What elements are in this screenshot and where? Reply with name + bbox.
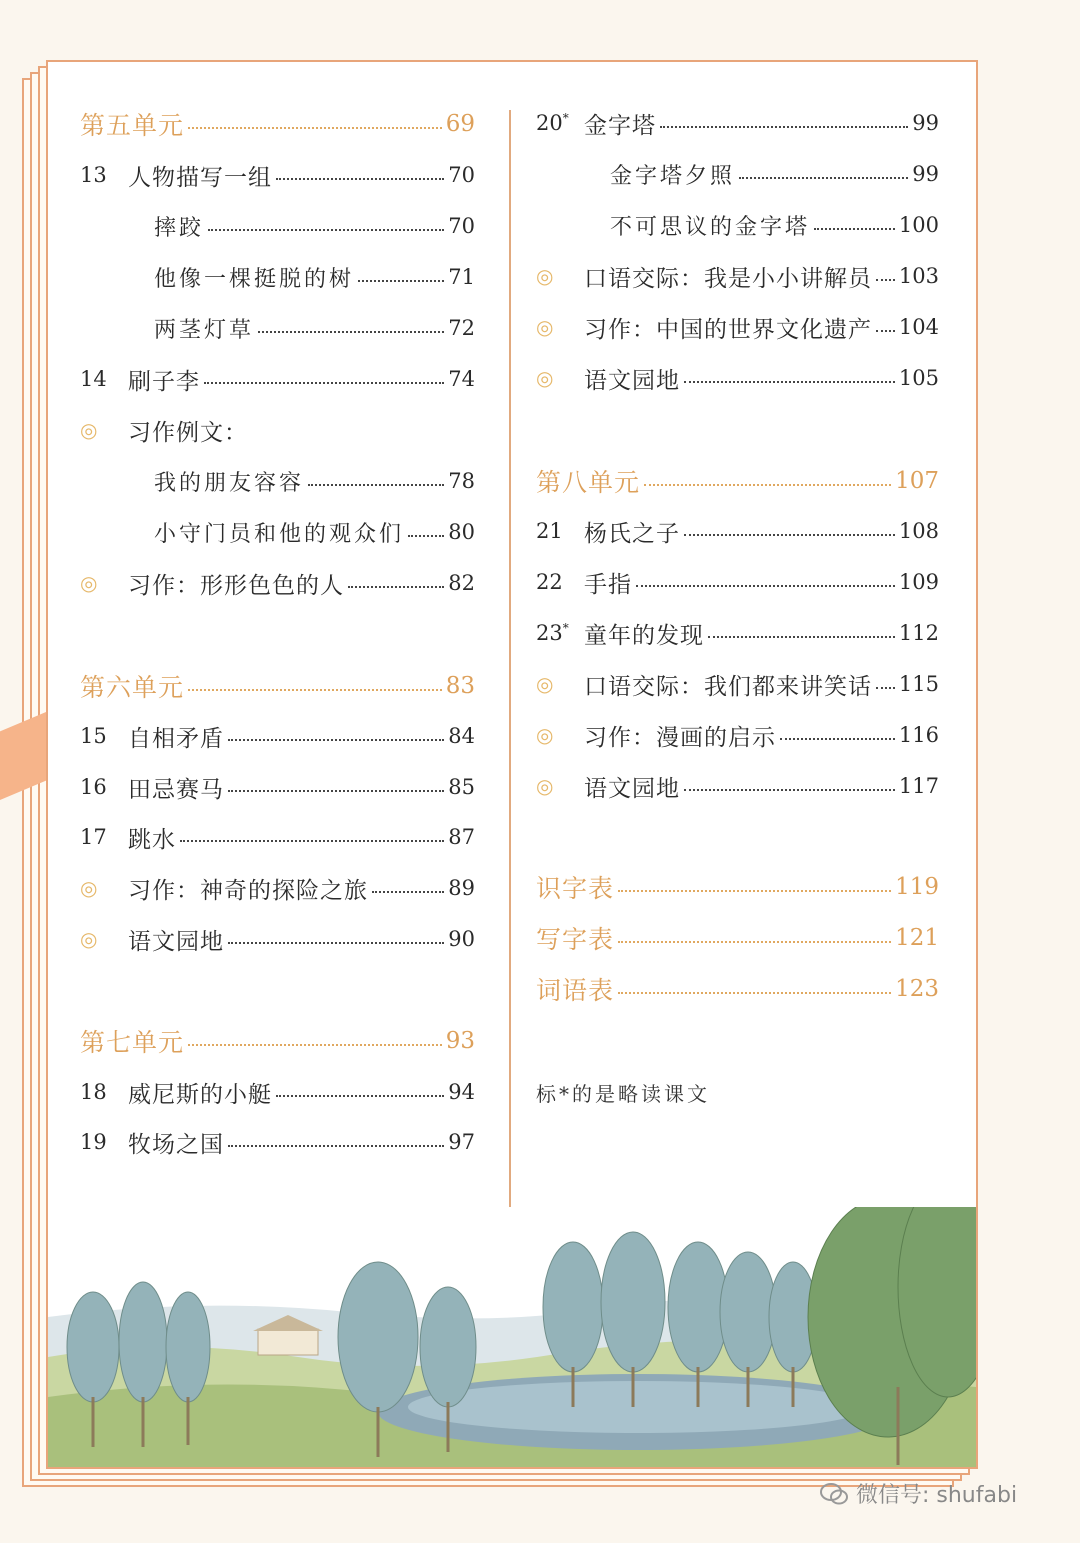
lesson-number [80,724,128,748]
dot-leader [188,127,442,129]
skim-reading-note: 标*的是略读课文 [536,1082,710,1106]
dot-leader [708,636,895,638]
lesson-number-text: 20 [536,111,563,135]
bullet-icon: ◎ [536,315,554,339]
dot-leader [228,942,444,944]
page-number: 104 [898,315,939,339]
entry-title: 两茎灯草 [154,317,255,343]
bullet-icon: ◎ [80,927,98,951]
entry-title: 口语交际：我是小小讲解员 [584,265,872,292]
dot-leader [684,789,895,791]
entry-title: 摔跤 [154,215,205,241]
dot-leader [408,535,444,537]
bullet-icon: ◎ [536,672,554,696]
lesson-number [80,367,128,391]
toc-entry[interactable] [80,668,475,704]
dot-leader [308,484,444,486]
page-number: 84 [448,724,475,748]
page-number: 90 [448,927,475,951]
toc-entry[interactable] [536,666,939,702]
toc-page [46,60,978,1469]
entry-title: 习作例文： [128,419,248,446]
dot-leader [684,534,895,536]
unit-title: 写字表 [536,925,615,954]
lesson-number [80,825,128,849]
toc-entry[interactable] [80,412,475,448]
entry-title: 语文园地 [128,928,224,955]
lesson-number [80,775,128,799]
lesson-number [536,519,584,543]
lesson-number-text: 17 [80,825,107,849]
lesson-number-text: 21 [536,519,563,543]
lesson-number [80,1130,128,1154]
bullet-icon: ◎ [80,571,98,595]
entry-title: 口语交际：我们都来讲笑话 [584,673,872,700]
toc-entry[interactable] [536,513,939,549]
entry-title: 习作：漫画的启示 [584,724,776,751]
unit-title: 第五单元 [80,111,185,140]
page-number: 115 [898,672,939,696]
toc-entry[interactable] [536,920,939,956]
toc-entry[interactable] [536,309,939,345]
dot-leader [660,126,908,128]
lesson-number [536,621,584,645]
toc-entry[interactable] [80,1023,475,1059]
page-number: 107 [895,468,939,494]
toc-entry[interactable] [536,615,939,651]
entry-title: 跳水 [128,826,176,853]
toc-entry[interactable] [80,769,475,805]
page-number: 108 [898,519,939,543]
toc-entry[interactable] [80,565,475,601]
wechat-icon [820,1483,848,1505]
entry-title: 习作：中国的世界文化遗产 [584,316,872,343]
unit-title: 第八单元 [536,468,641,497]
lesson-number [80,163,128,187]
dot-leader [228,790,444,792]
dot-leader [780,738,895,740]
toc-entry[interactable] [536,207,939,243]
page-number: 121 [895,925,939,951]
dot-leader [618,992,891,994]
toc-entry[interactable] [536,105,939,141]
page-number: 69 [445,111,475,137]
page-number: 93 [445,1028,475,1054]
toc-entry[interactable] [536,971,939,1007]
dot-leader [739,177,908,179]
dot-leader [814,228,895,230]
entry-title: 习作：形形色色的人 [128,572,344,599]
toc-entry[interactable] [536,768,939,804]
dot-leader [876,279,895,281]
dot-leader [644,484,891,486]
lesson-number [80,1080,128,1104]
entry-title: 牧场之国 [128,1131,224,1158]
page-number: 112 [898,621,939,645]
toc-entry[interactable] [80,718,475,754]
dot-leader [276,178,444,180]
dot-leader [228,739,444,741]
toc-entry[interactable] [536,360,939,396]
entry-title: 童年的发现 [584,622,704,649]
dot-leader [684,381,895,383]
page-number: 119 [895,874,939,900]
toc-entry[interactable] [80,921,475,957]
unit-title: 词语表 [536,976,615,1005]
page-number: 72 [448,316,475,340]
dot-leader [180,840,444,842]
unit-title: 识字表 [536,874,615,903]
bullet-icon: ◎ [80,418,98,442]
toc-entry[interactable] [536,463,939,499]
page-number: 70 [448,214,475,238]
toc-entry[interactable] [536,156,939,192]
entry-title: 自相矛盾 [128,725,224,752]
toc-entry[interactable] [80,1124,475,1160]
page-number: 74 [448,367,475,391]
lesson-number [536,111,584,135]
lesson-number [536,570,584,594]
wechat-watermark [820,1478,1017,1509]
entry-title: 不可思议的金字塔 [610,214,811,240]
page-number: 80 [448,520,475,544]
entry-title: 田忌赛马 [128,776,224,803]
toc-entry[interactable] [80,259,475,295]
dot-leader [188,689,442,691]
page-number: 71 [448,265,475,289]
dot-leader [204,382,444,384]
dot-leader [636,585,895,587]
toc-entry[interactable] [536,869,939,905]
dot-leader [876,687,895,689]
bullet-icon: ◎ [536,264,554,288]
toc-entry[interactable] [80,819,475,855]
bullet-icon: ◎ [536,774,554,798]
entry-title: 他像一棵挺脱的树 [154,266,355,292]
entry-title: 人物描写一组 [128,164,272,191]
toc-entry[interactable] [80,870,475,906]
lesson-number-text: 14 [80,367,107,391]
landscape-illustration [48,1207,976,1467]
toc-entry[interactable] [80,157,475,193]
page-number: 83 [445,673,475,699]
page-number: 99 [912,162,939,186]
bullet-icon: ◎ [536,366,554,390]
page-number: 123 [895,976,939,1002]
skim-reading-star: * [562,621,569,635]
page-number: 105 [898,366,939,390]
entry-title: 金字塔 [584,112,656,139]
entry-title: 金字塔夕照 [610,163,736,189]
skim-reading-star: * [562,111,569,125]
dot-leader [348,586,444,588]
page-number: 89 [448,876,475,900]
page-number: 116 [898,723,939,747]
lesson-number-text: 19 [80,1130,107,1154]
column-divider [509,110,511,1254]
page-number: 94 [448,1080,475,1104]
bullet-icon: ◎ [80,876,98,900]
entry-title: 语文园地 [584,367,680,394]
entry-title: 杨氏之子 [584,520,680,547]
lesson-number-text: 15 [80,724,107,748]
entry-title: 小守门员和他的观众们 [154,521,405,547]
dot-leader [358,280,444,282]
watermark-text: 微信号: shufabi [856,1483,1018,1508]
dot-leader [618,890,891,892]
toc-entry[interactable] [536,717,939,753]
page-number: 100 [898,213,939,237]
page-number: 117 [898,774,939,798]
entry-title: 刷子李 [128,368,200,395]
toc-entry[interactable] [80,1074,475,1110]
lesson-number-text: 16 [80,775,107,799]
entry-title: 威尼斯的小艇 [128,1081,272,1108]
toc-entry[interactable] [80,361,475,397]
dot-leader [228,1145,444,1147]
dot-leader [188,1044,442,1046]
entry-title: 语文园地 [584,775,680,802]
page-number: 97 [448,1130,475,1154]
page-number: 70 [448,163,475,187]
entry-title: 手指 [584,571,632,598]
page-number: 87 [448,825,475,849]
toc-entry[interactable] [80,310,475,346]
page-number: 78 [448,469,475,493]
lesson-number-text: 23 [536,621,563,645]
toc-entry[interactable] [80,208,475,244]
bullet-icon: ◎ [536,723,554,747]
dot-leader [258,331,444,333]
dot-leader [618,941,891,943]
unit-title: 第六单元 [80,673,185,702]
dot-leader [372,891,444,893]
page-number: 82 [448,571,475,595]
toc-entry[interactable] [536,564,939,600]
toc-entry[interactable] [80,514,475,550]
lesson-number-text: 22 [536,570,563,594]
toc-entry[interactable] [536,258,939,294]
page-number: 85 [448,775,475,799]
dot-leader [876,330,895,332]
toc-entry[interactable] [80,463,475,499]
entry-title: 习作：神奇的探险之旅 [128,877,368,904]
toc-entry[interactable] [80,106,475,142]
page-number: 109 [898,570,939,594]
page-number: 103 [898,264,939,288]
lesson-number-text: 18 [80,1080,107,1104]
dot-leader [276,1095,444,1097]
dot-leader [208,229,444,231]
entry-title: 我的朋友容容 [154,470,305,496]
unit-title: 第七单元 [80,1028,185,1057]
lesson-number-text: 13 [80,163,107,187]
page-number: 99 [912,111,939,135]
